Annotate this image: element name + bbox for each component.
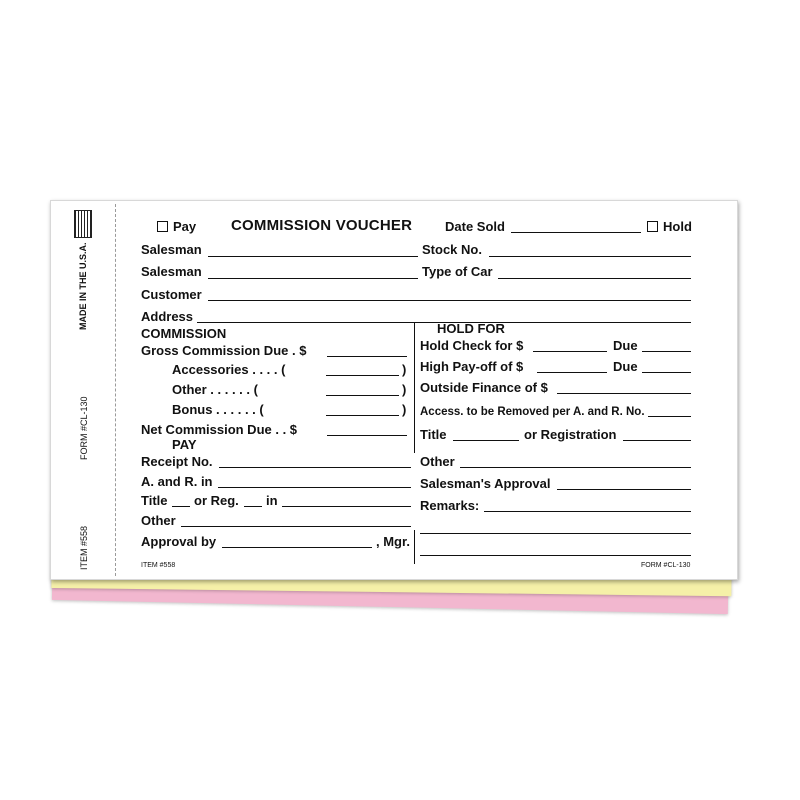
other-field[interactable] [326, 395, 399, 396]
pay-label: Pay [173, 219, 197, 234]
salesman-2-label: Salesman [141, 264, 202, 279]
stub-form-number: FORM #CL-130 [79, 396, 89, 460]
net-commission-label: Net Commission Due . . $ [141, 422, 298, 437]
outside-finance-label: Outside Finance of $ [420, 380, 548, 395]
customer-label: Customer [141, 287, 202, 302]
bonus-label: Bonus . . . . . . ( [172, 402, 264, 417]
access-removed-label: Access. to be Removed per A. and R. No. [420, 406, 645, 418]
other-2-label: Other [141, 513, 176, 528]
title-field[interactable] [172, 506, 190, 507]
us-flag-icon [74, 210, 92, 238]
stock-no-field[interactable] [489, 256, 691, 257]
gross-commission-label: Gross Commission Due . $ [141, 343, 307, 358]
hold-label: Hold [663, 219, 692, 234]
gross-commission-field[interactable] [327, 356, 407, 357]
high-payoff-field[interactable] [537, 372, 607, 373]
registration-field[interactable] [623, 440, 691, 441]
due-1-label: Due [613, 338, 638, 353]
pay-checkbox[interactable] [157, 221, 168, 232]
address-label: Address [141, 309, 194, 324]
approval-by-label: Approval by [141, 534, 217, 549]
ar-in-label: A. and R. in [141, 474, 213, 489]
remarks-label: Remarks: [420, 498, 480, 513]
pay-heading: PAY [172, 437, 197, 452]
accessories-label: Accessories . . . . ( [172, 362, 286, 377]
accessories-close-paren: ) [402, 362, 407, 377]
in-field[interactable] [282, 506, 411, 507]
receipt-no-label: Receipt No. [141, 454, 213, 469]
salesman-1-field[interactable] [208, 256, 418, 257]
other-2-field[interactable] [181, 526, 411, 527]
remarks-field-3[interactable] [420, 555, 691, 556]
made-in-usa-label: MADE IN THE U.S.A. [78, 242, 88, 330]
other-hold-label: Other [420, 454, 455, 469]
salesmans-approval-field[interactable] [557, 489, 691, 490]
ar-in-field[interactable] [218, 487, 411, 488]
type-of-car-label: Type of Car [422, 264, 493, 279]
hold-for-heading: HOLD FOR [437, 321, 505, 336]
or-reg-label: or Reg. [194, 493, 239, 508]
perforation-line [115, 204, 116, 576]
net-commission-field[interactable] [327, 435, 407, 436]
stock-no-label: Stock No. [422, 242, 482, 257]
bonus-field[interactable] [326, 415, 399, 416]
form-footer: FORM #CL-130 [641, 562, 691, 569]
hold-check-label: Hold Check for $ [420, 338, 524, 353]
access-removed-field[interactable] [648, 416, 691, 417]
high-payoff-label: High Pay-off of $ [420, 359, 524, 374]
outside-finance-field[interactable] [557, 393, 691, 394]
mgr-label: , Mgr. [376, 534, 410, 549]
salesman-1-label: Salesman [141, 242, 202, 257]
date-sold-field[interactable] [511, 232, 641, 233]
type-of-car-field[interactable] [498, 278, 691, 279]
receipt-no-field[interactable] [219, 467, 411, 468]
remarks-field-2[interactable] [420, 533, 691, 534]
customer-field[interactable] [208, 300, 691, 301]
date-sold-label: Date Sold [445, 219, 505, 234]
other-label: Other . . . . . . ( [172, 382, 258, 397]
form-title: COMMISSION VOUCHER [231, 217, 413, 234]
other-hold-field[interactable] [460, 467, 691, 468]
hold-check-field[interactable] [533, 351, 607, 352]
salesman-2-field[interactable] [208, 278, 418, 279]
in-label: in [266, 493, 278, 508]
title-label: Title [141, 493, 168, 508]
hold-checkbox[interactable] [647, 221, 658, 232]
other-close-paren: ) [402, 382, 407, 397]
or-reg-field[interactable] [244, 506, 262, 507]
stub-item-number: ITEM #558 [79, 525, 89, 570]
remarks-field-1[interactable] [484, 511, 691, 512]
approval-by-field[interactable] [222, 547, 372, 548]
title-hold-field[interactable] [453, 440, 519, 441]
bonus-close-paren: ) [402, 402, 407, 417]
commission-heading: COMMISSION [141, 326, 227, 341]
accessories-field[interactable] [326, 375, 399, 376]
or-registration-label: or Registration [524, 427, 617, 442]
due-1-field[interactable] [642, 351, 691, 352]
item-footer: ITEM #558 [141, 562, 176, 569]
due-2-label: Due [613, 359, 638, 374]
salesmans-approval-label: Salesman's Approval [420, 476, 551, 491]
due-2-field[interactable] [642, 372, 691, 373]
lower-column-divider [414, 530, 415, 564]
upper-column-divider [414, 323, 415, 453]
title-hold-label: Title [420, 427, 447, 442]
